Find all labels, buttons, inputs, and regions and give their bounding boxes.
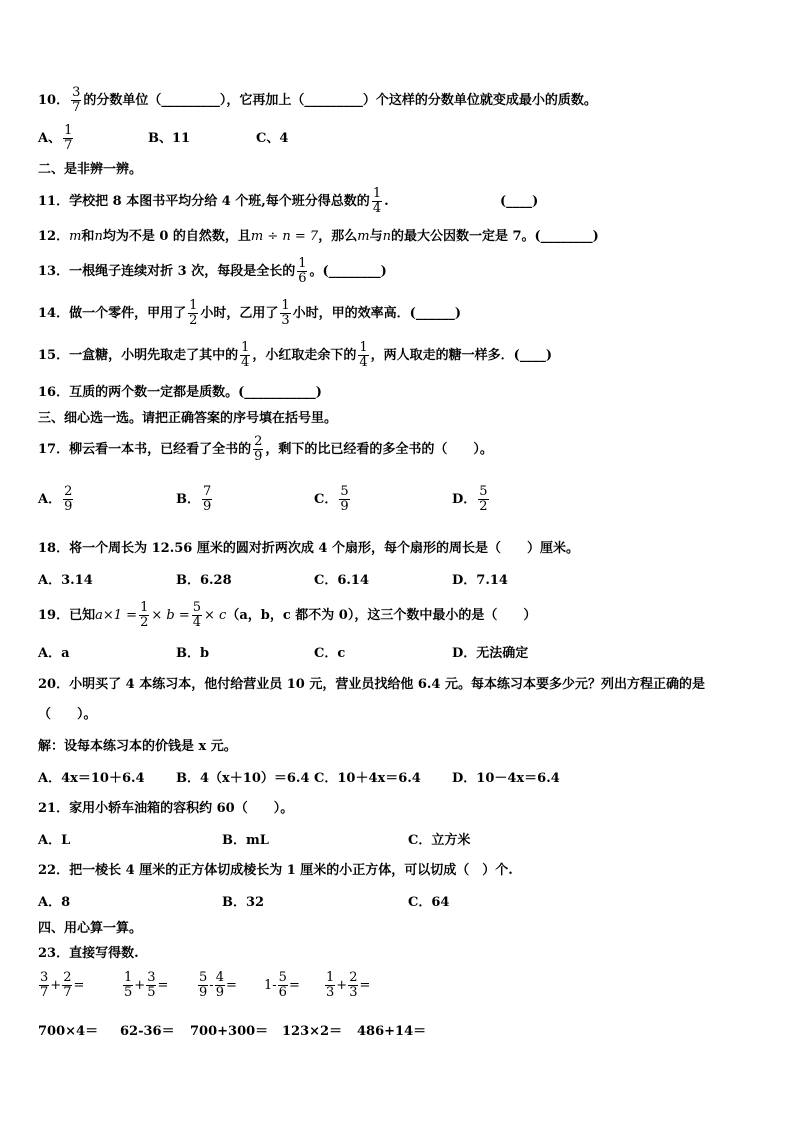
q19-option-a[interactable]: A．a [38,646,70,661]
q20-option-a[interactable]: A．4x＝10＋6.4 [38,771,145,786]
q19-option-c[interactable]: C．c [314,646,346,661]
q23-int-calc-2: 62-36＝ [120,1024,175,1039]
q15-fraction-2: $\frac{1}{4}$ [359,340,368,370]
q11-answer-blank[interactable]: (____) [500,194,539,209]
section-3-heading: 三、细心选一选。请把正确答案的序号填在括号里。 [38,411,338,426]
q21-option-b[interactable]: B．mL [222,833,269,848]
q23-fraction-calc-5: $\frac{1}{3}$ + $\frac{2}{3}$ = [326,970,371,1000]
q19-option-b[interactable]: B．b [176,646,210,661]
q12-line: 12．m和n均为不是 0 的自然数，且m ÷ n = 7，那么m与n的最大公因数一定是 7。(________) [38,229,599,244]
q14-fraction-2: $\frac{1}{3}$ [281,298,290,328]
q14-fraction-1: $\frac{1}{2}$ [189,298,198,328]
q17-line: 17．柳云看一本书，已经看了全书的 $\frac{2}{9}$ ，剩下的比已经看的多全书的（ ）。 [38,434,493,464]
q22-option-a[interactable]: A．8 [38,895,71,910]
q20-line-1: 20．小明买了 4 本练习本，他付给营业员 10 元，营业员找给他 6.4 元。每本练习本要多少元？列出方程正确的是 [38,677,705,692]
q23-int-calc-5: 486+14＝ [357,1024,427,1039]
q13-line: 13．一根绳子连续对折 3 次，每段是全长的 $\frac{1}{6}$ 。(________) [38,256,387,286]
q10-text: 的分数单位（_________），它再加上（_________）个这样的分数单位就变成最小的质数。 [83,93,597,108]
q19-fraction-1: $\frac{1}{2}$ [140,600,149,630]
q23-fraction-calc-4: 1- $\frac{5}{6}$ = [264,970,300,1000]
q17-option-a[interactable]: A． $\frac{2}{9}$ [38,484,73,514]
q17-fraction: $\frac{2}{9}$ [254,434,263,464]
q10-number: 10． [38,93,70,108]
q17-option-c[interactable]: C． $\frac{5}{9}$ [314,484,349,514]
q11-fraction: $\frac{1}{4}$ [372,186,382,216]
q19-option-d[interactable]: D．无法确定 [452,646,529,661]
q21-option-c[interactable]: C．立方米 [408,833,471,848]
q19-fraction-2: $\frac{5}{4}$ [192,600,201,630]
q14-line: 14．做一个零件，甲用了 $\frac{1}{2}$ 小时，乙用了 $\frac{1}{3}$ 小时，甲的效率高．(______) [38,298,461,328]
q10-option-a[interactable]: A、 $\frac{1}{7}$ [38,123,73,153]
q23-fraction-calc-1: $\frac{3}{7}$ + $\frac{2}{7}$ = [40,970,85,1000]
q15-line: 15．一盒糖，小明先取走了其中的 $\frac{1}{4}$ ，小红取走余下的 $\frac{1}{4}$ ，两人取走的糖一样多．(____) [38,340,552,370]
q21-option-a[interactable]: A．L [38,833,71,848]
q17-option-b[interactable]: B． $\frac{7}{9}$ [176,484,212,514]
q18-option-b[interactable]: B．6.28 [176,573,232,588]
q10-option-b[interactable]: B、11 [148,131,191,146]
q22-line: 22．把一棱长 4 厘米的正方体切成棱长为 1 厘米的小正方体，可以切成（ ）个. [38,863,513,878]
q23-fraction-calc-2: $\frac{1}{5}$ + $\frac{3}{5}$ = [124,970,169,1000]
section-2-heading: 二、是非辨一辨。 [38,162,143,177]
q15-fraction-1: $\frac{1}{4}$ [241,340,250,370]
q20-line-2: （ ）。 [38,707,97,722]
q20-option-c[interactable]: C．10＋4x＝6.4 [314,771,421,786]
q20-option-d[interactable]: D．10－4x＝6.4 [452,771,560,786]
q23-int-calc-4: 123×2＝ [282,1024,343,1039]
q23-int-calc-1: 700×4＝ [38,1024,99,1039]
q23-title: 23．直接写得数. [38,946,139,961]
q11-line: 11．学校把 8 本图书平均分给 4 个班,每个班分得总数的 $\frac{1}{4}$ . [38,186,389,216]
q13-fraction: $\frac{1}{6}$ [298,256,307,286]
q18-option-d[interactable]: D．7.14 [452,573,508,588]
section-4-heading: 四、用心算一算。 [38,921,143,936]
q19-line: 19．已知a×1 = $\frac{1}{2}$ × b = $\frac{5}{4}$ × c（a，b，c 都不为 0），这三个数中最小的是（ ） [38,600,537,630]
q10-option-c[interactable]: C、4 [256,131,289,146]
q17-option-d[interactable]: D． $\frac{5}{2}$ [452,484,488,514]
q18-option-c[interactable]: C．6.14 [314,573,370,588]
q22-option-b[interactable]: B．32 [222,895,265,910]
q22-option-c[interactable]: C．64 [408,895,450,910]
q18-option-a[interactable]: A．3.14 [38,573,93,588]
q16-line: 16．互质的两个数一定都是质数。(___________) [38,385,322,400]
q10-line [38,86,597,115]
q23-fraction-calc-3: $\frac{5}{9}$ - $\frac{4}{9}$ = [199,970,237,1000]
q23-int-calc-3: 700+300＝ [190,1024,269,1039]
q20-solution: 解：设每本练习本的价钱是 x 元。 [38,739,237,754]
q21-line: 21．家用小轿车油箱的容积约 60（ ）。 [38,801,294,816]
q10-fraction: $\frac{3}{7}$ [72,85,81,115]
q20-option-b[interactable]: B．4（x＋10）＝6.4 [176,771,310,786]
q18-line: 18．将一个周长为 12.56 厘米的圆对折两次成 4 个扇形，每个扇形的周长是（ ）厘米。 [38,541,579,556]
